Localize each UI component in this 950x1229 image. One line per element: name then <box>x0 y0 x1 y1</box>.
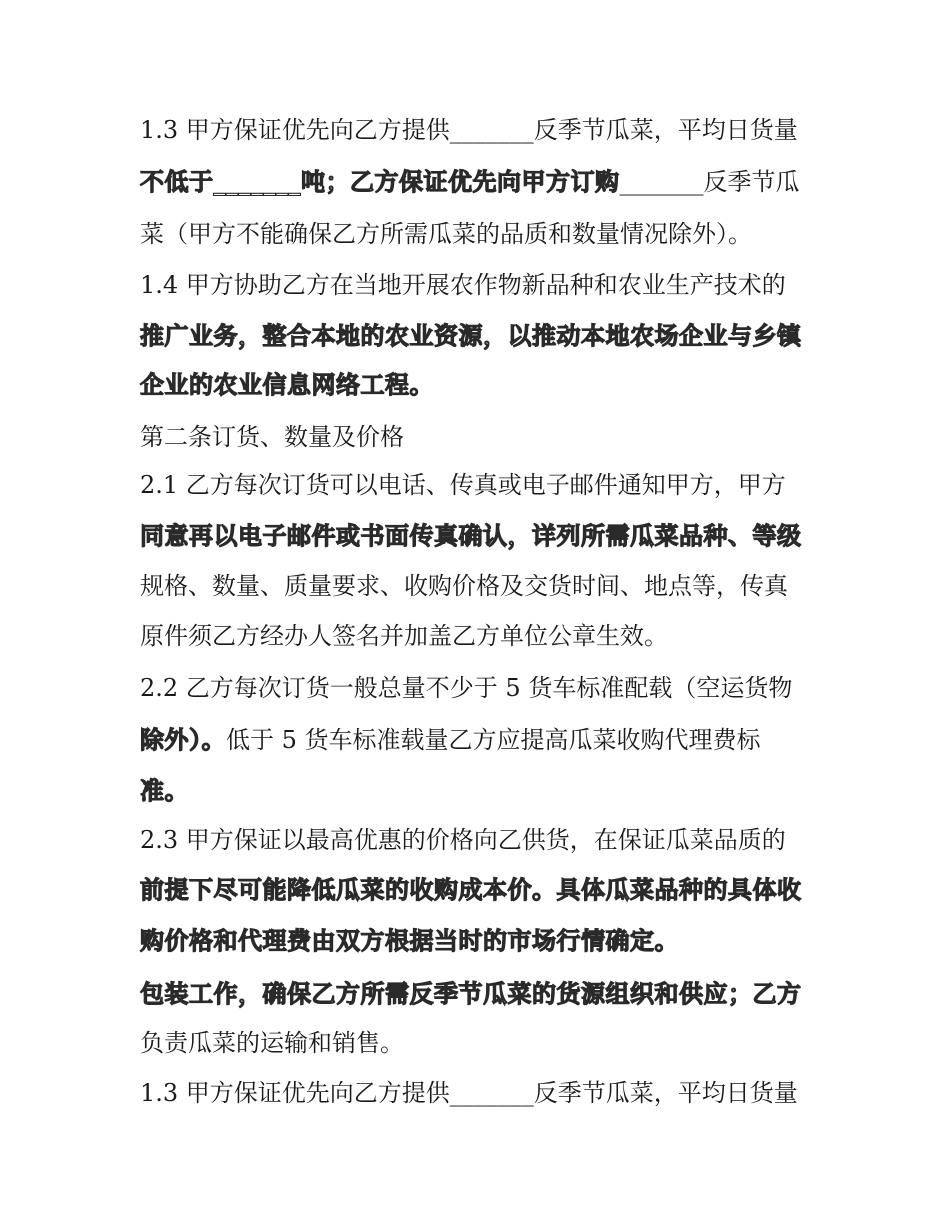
text-line-17: 购价格和代理费由双方根据当时的市场行情确定。 <box>140 927 679 955</box>
text-line-13-outlined: 除外）。 <box>140 726 226 754</box>
text-line-19: 负责瓜菜的运输和销售。 <box>140 1029 404 1057</box>
text-line-16: 前提下尽可能降低瓜菜的收购成本价。具体瓜菜品种的具体收 <box>140 876 802 904</box>
text-line-13 <box>140 724 840 756</box>
text-line-1: 1.3 甲方保证优先向乙方提供_______反季节瓜菜，平均日货量 <box>140 116 798 144</box>
text-line-11: 原件须乙方经办人签名并加盖乙方单位公章生效。 <box>140 622 668 650</box>
text-line-2-tail: _______反季节瓜 <box>619 168 800 196</box>
text-line-18: 包装工作，确保乙方所需反季节瓜菜的货源组织和供应；乙方 <box>140 980 802 1008</box>
text-line-13-tail: 低于 5 货车标准载量乙方应提高瓜菜收购代理费标 <box>226 726 761 754</box>
text-line-12: 2.2 乙方每次订货一般总量不少于 5 货车标准配载（空运货物 <box>140 674 793 702</box>
text-line-14: 准。 <box>140 777 189 805</box>
text-line-10: 规格、数量、质量要求、收购价格及交货时间、地点等，传真 <box>140 572 788 600</box>
text-line-20: 1.3 甲方保证优先向乙方提供_______反季节瓜菜，平均日货量 <box>140 1079 798 1107</box>
text-line-5: 推广业务，整合本地的农业资源，以推动本地农场企业与乡镇 <box>140 322 802 350</box>
text-line-8: 2.1 乙方每次订货可以电话、传真或电子邮件通知甲方，甲方 <box>140 471 786 499</box>
text-line-2 <box>140 166 840 198</box>
text-line-15: 2.3 甲方保证以最高优惠的价格向乙供货，在保证瓜菜品质的 <box>140 826 786 854</box>
text-line-2-outlined: 不低于_______吨；乙方保证优先向甲方订购 <box>140 168 620 196</box>
text-line-4: 1.4 甲方协助乙方在当地开展农作物新品种和农业生产技术的 <box>140 271 786 299</box>
text-line-3: 菜（甲方不能确保乙方所需瓜菜的品质和数量情况除外）。 <box>140 220 752 248</box>
text-line-9: 同意再以电子邮件或书面传真确认，详列所需瓜菜品种、等级 <box>140 522 802 550</box>
text-line-6: 企业的农业信息网络工程。 <box>140 371 434 399</box>
section-heading-2: 第二条订货、数量及价格 <box>140 423 404 451</box>
